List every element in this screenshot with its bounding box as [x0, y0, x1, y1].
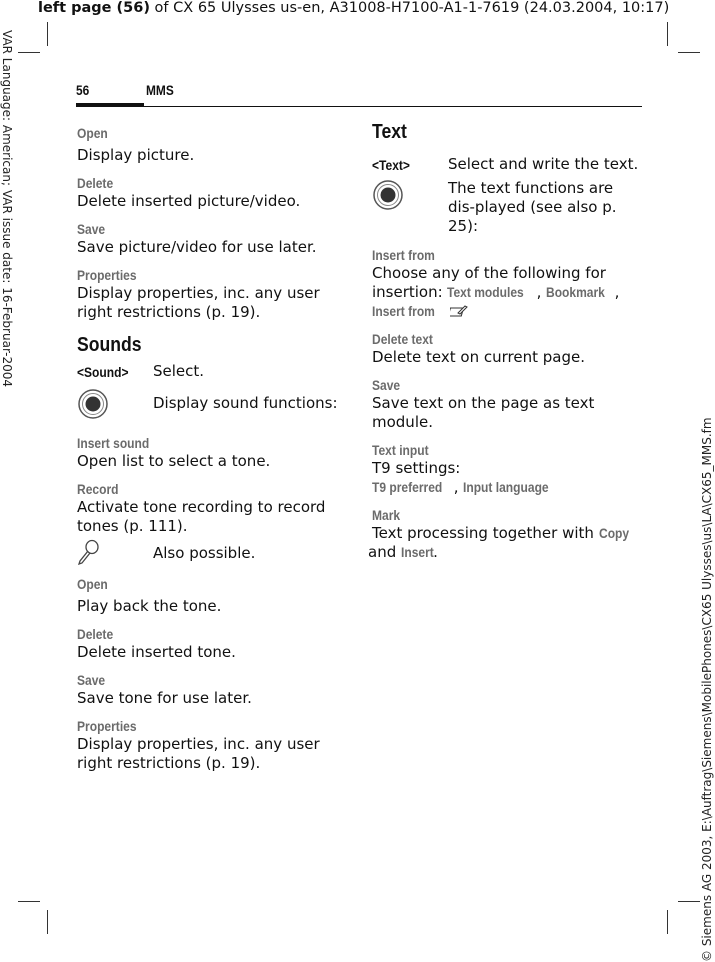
sound-option-open	[77, 573, 347, 616]
option-text	[372, 459, 640, 497]
option-label: Save	[77, 672, 106, 688]
sound-softkey: <Sound>	[77, 364, 129, 380]
sound-option-properties	[77, 711, 347, 773]
text-option-save	[372, 370, 640, 432]
sound-option-insert	[77, 428, 347, 471]
page-number: 56	[76, 82, 90, 98]
text-nav-row	[372, 179, 640, 236]
crop-mark	[18, 901, 40, 902]
option-text: Play back the tone.	[77, 597, 222, 615]
var-language-note: VAR Language: American; VAR issue date: 16-Februar-2004	[0, 30, 14, 387]
input-language-keyword: Input language	[463, 479, 549, 495]
option-text: Activate tone recording to record tones (p. 111).	[77, 498, 326, 535]
sound-softkey-row	[77, 362, 347, 382]
picture-option-delete	[77, 168, 347, 211]
option-label: Delete	[77, 175, 114, 191]
text-option-text-input	[372, 435, 640, 497]
sounds-heading: Sounds	[77, 334, 142, 356]
option-label: Properties	[77, 718, 137, 734]
separator: ,	[453, 478, 464, 496]
option-text: Open list to select a tone.	[77, 452, 271, 470]
text-softkey-text: Select and write the text.	[448, 155, 639, 173]
option-text: Display properties, inc. any user right restrictions (p. 19).	[77, 735, 320, 772]
option-label: Delete text	[372, 331, 433, 347]
option-label: Text input	[372, 442, 429, 458]
crop-mark	[667, 22, 668, 46]
page-title: MMS	[146, 82, 174, 98]
text-option-mark	[368, 500, 640, 562]
mic-row	[77, 539, 347, 569]
picture-option-properties	[77, 260, 347, 322]
sound-option-record	[77, 474, 347, 536]
text-heading: Text	[372, 121, 407, 143]
option-label: Save	[372, 377, 401, 393]
sound-nav-row	[77, 388, 347, 424]
mic-text: Also possible.	[153, 544, 256, 562]
file-path-note: © Siemens AG 2003, E:\Auftrag\Siemens\MobilePhones\CX65 Ulysses\us\LA\CX65_MMS.fm	[700, 417, 714, 962]
option-text: Delete text on current page.	[372, 348, 585, 366]
option-text: Delete inserted picture/video.	[77, 192, 301, 210]
text-softkey: <Text>	[372, 157, 410, 173]
crop-mark	[18, 52, 40, 53]
option-label: Open	[77, 576, 108, 592]
mark-and: and	[368, 543, 401, 561]
text-option-delete	[372, 324, 640, 367]
t9-settings-text: T9 settings:	[372, 459, 461, 477]
option-text: Save tone for use later.	[77, 689, 252, 707]
print-info-page: left page (56)	[38, 0, 150, 16]
sound-option-delete	[77, 619, 347, 662]
crop-mark	[47, 22, 48, 46]
right-column	[368, 121, 640, 565]
option-label: Record	[77, 481, 119, 497]
pencil-card-icon	[450, 304, 468, 318]
crop-mark	[678, 52, 700, 53]
sound-option-save	[77, 665, 347, 708]
text-modules-keyword: Text modules	[447, 284, 525, 300]
crop-mark	[47, 910, 48, 934]
option-label: Properties	[77, 267, 137, 283]
option-label: Save	[77, 221, 106, 237]
option-text: Save text on the page as text module.	[372, 394, 595, 431]
text-option-insert-from	[372, 240, 640, 321]
sound-nav-text: Display sound functions:	[153, 394, 338, 412]
left-column	[77, 122, 347, 776]
option-label: Insert sound	[77, 435, 150, 451]
option-text	[372, 264, 640, 321]
sound-softkey-text: Select.	[153, 362, 205, 380]
option-label: Open	[77, 125, 108, 141]
insert-from-keyword: Insert from	[372, 303, 435, 319]
insert-keyword: Insert	[401, 544, 434, 560]
t9-preferred-keyword: T9 preferred	[372, 479, 443, 495]
insert-from-intro: Choose any of the following for insertion:	[372, 264, 606, 301]
option-text: Display properties, inc. any user right restrictions (p. 19).	[77, 284, 320, 321]
print-info-line	[38, 0, 669, 16]
print-info-details: of CX 65 Ulysses us-en, A31008-H7100-A1-1-7619 (24.03.2004, 10:17)	[149, 0, 670, 16]
picture-option-save	[77, 214, 347, 257]
crop-mark	[678, 901, 700, 902]
option-label: Delete	[77, 626, 114, 642]
text-softkey-row	[372, 155, 640, 175]
copy-keyword: Copy	[598, 525, 629, 541]
header-rule	[76, 106, 642, 107]
bookmark-keyword: Bookmark	[546, 284, 606, 300]
option-text: Delete inserted tone.	[77, 643, 236, 661]
option-text: Display picture.	[77, 146, 195, 164]
option-label: Mark	[372, 507, 401, 523]
option-text: Save picture/video for use later.	[77, 238, 317, 256]
microphone-icon	[77, 539, 101, 565]
text-nav-text: The text functions are dis-played (see also p. 25):	[448, 179, 617, 235]
option-label: Insert from	[372, 247, 435, 263]
separator: ,	[614, 283, 620, 301]
mark-end: .	[433, 543, 438, 561]
picture-option-open	[77, 122, 347, 165]
crop-mark	[667, 910, 668, 934]
option-text	[368, 524, 640, 562]
navigation-key-icon	[372, 179, 404, 211]
separator: ,	[536, 283, 547, 301]
mark-intro: Text processing together with	[372, 524, 599, 542]
navigation-key-icon	[77, 388, 109, 420]
